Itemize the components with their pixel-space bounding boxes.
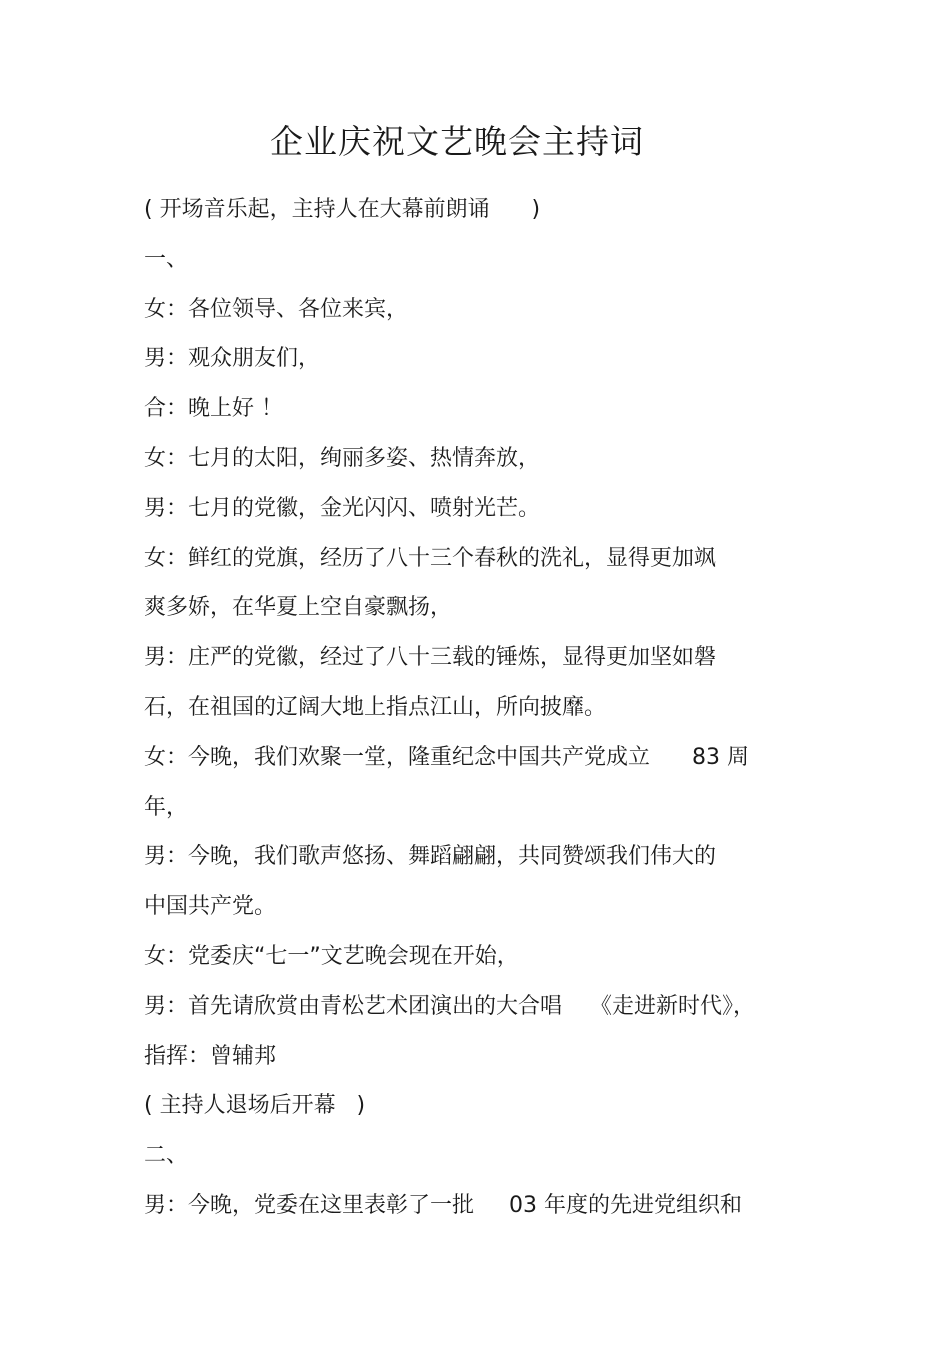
- script-line: 石，在祖国的辽阔大地上指点江山，所向披靡。: [144, 694, 607, 720]
- script-line: 女：鲜红的党旗，经历了八十三个春秋的洗礼，显得更加飒: [144, 545, 717, 571]
- script-line: 年，: [144, 794, 189, 820]
- script-line: 二、: [144, 1143, 189, 1169]
- script-line: 一、: [144, 246, 189, 272]
- script-line: ( 主持人退场后开幕 ): [144, 1093, 366, 1119]
- document-title: 企业庆祝文艺晚会主持词: [270, 122, 644, 161]
- script-line: 男：观众朋友们，: [144, 346, 321, 372]
- script-line: 男：今晚，党委在这里表彰了一批 03 年度的先进党组织和: [144, 1192, 742, 1218]
- script-line: 男：今晚，我们歌声悠扬、舞蹈翩翩，共同赞颂我们伟大的: [144, 844, 717, 870]
- script-line: 女：党委庆“七一”文艺晚会现在开始，: [144, 943, 519, 969]
- script-line: 中国共产党。: [144, 894, 277, 920]
- script-line: 女：今晚，我们欢聚一堂，隆重纪念中国共产党成立 83 周: [144, 744, 749, 770]
- script-line: 合：晚上好 ！: [144, 396, 283, 422]
- script-lines: [144, 185, 824, 1231]
- script-line: 女：七月的太阳，绚丽多姿、热情奔放，: [144, 445, 541, 471]
- script-line: 男：首先请欣赏由青松艺术团演出的大合唱 《走进新时代》，: [144, 993, 755, 1019]
- script-line: 指挥：曾辅邦: [144, 1043, 277, 1069]
- script-line: 男：庄严的党徽，经过了八十三载的锤炼，显得更加坚如磐: [144, 645, 717, 671]
- script-line: ( 开场音乐起，主持人在大幕前朗诵 ): [144, 197, 541, 222]
- script-line: 女：各位领导、各位来宾，: [144, 296, 409, 322]
- script-line: 爽多娇，在华夏上空自豪飘扬，: [144, 595, 453, 621]
- script-line: 男：七月的党徽，金光闪闪、喷射光芒。: [144, 495, 541, 521]
